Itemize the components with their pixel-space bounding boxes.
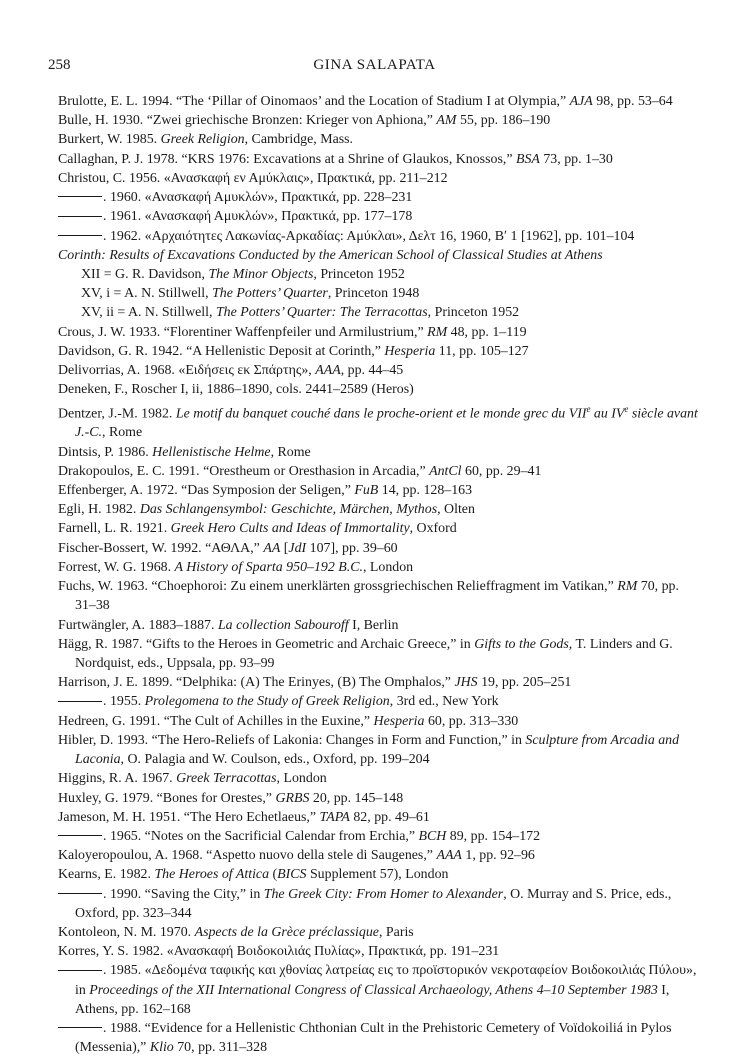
reference-italic-text: The Greek City: From Homer to Alexander [263,886,504,902]
reference-text: [ [280,540,289,556]
reference-entry [58,150,698,169]
reference-text: Hibler, D. 1993. “The Hero-Reliefs of Lakonia: Changes in Form and Function,” in [58,732,526,748]
reference-text: I, Berlin [348,617,399,633]
reference-text: Hedreen, G. 1991. “The Cult of Achilles in the Euxine,” [58,713,374,729]
reference-text: Furtwängler, A. 1883–1887. [58,617,218,633]
reference-italic-text: Greek Hero Cults and Ideas of Immortality [170,521,410,537]
reference-italic-text: The Minor Objects [208,266,314,282]
reference-italic-text: Aspects de la Grèce préclassique [194,925,379,941]
reference-entry [58,323,698,342]
reference-text: 82, pp. 49–61 [349,809,430,825]
reference-text: . 1955. [103,694,145,710]
reference-text: , London [276,771,327,787]
reference-text: Deneken, F., Roscher I, ii, 1886–1890, cols. 2441–2589 (Heros) [58,382,414,398]
reference-text: 89, pp. 154–172 [446,828,541,844]
reference-entry [58,342,698,361]
reference-text: Crous, J. W. 1933. “Florentiner Waffenpfeiler und Armilustrium,” [58,324,428,340]
reference-text: , Olten [437,502,475,518]
reference-text: XV, i = A. N. Stillwell, [81,286,213,302]
repeat-author-dash [58,1027,102,1028]
reference-entry [58,207,698,226]
reference-italic-text: Hesperia [373,713,425,729]
reference-entry [58,303,698,322]
reference-entry [58,246,698,265]
reference-text: Fischer-Bossert, W. 1992. “ΑΘΛΑ,” [58,540,264,556]
reference-text: Burkert, W. 1985. [58,132,161,148]
reference-text: Brulotte, E. L. 1994. “The ‘Pillar of Oinomaos’ and the Location of Stadium I at Olympia,” [58,94,570,109]
reference-italic-text: Greek Terracottas [176,771,277,787]
reference-italic-text: Sculpture from Arcadia and Laconia [75,732,680,768]
reference-italic-text: The Heroes of Attica [154,867,270,883]
reference-text: 48, pp. 1–119 [447,324,527,340]
repeat-author-dash [58,893,102,894]
reference-entry [58,539,698,558]
reference-entry [58,462,698,481]
reference-italic-text: The Potters’ Quarter: The Terracottas [215,305,428,321]
reference-entry [58,1019,698,1057]
reference-entry [58,577,698,615]
reference-entry [58,673,698,692]
reference-entry [58,519,698,538]
reference-italic-text: The Potters’ Quarter [212,286,328,302]
reference-italic-text: Gifts to the Gods [474,636,569,652]
reference-entry [58,188,698,207]
reference-italic-text: au IV [590,406,625,422]
reference-entry [58,111,698,130]
reference-text: , Rome [270,444,311,460]
reference-text: 1, pp. 92–96 [461,848,535,864]
reference-entry [58,961,698,1019]
reference-text: , T. Linders and G. Nordquist, eds., Uppsala, pp. 93–99 [75,636,673,671]
reference-text: . 1960. «Ανασκαφή Αμυκλών», Πρακτικά, pp. 228–231 [103,190,413,206]
reference-list [58,92,698,1058]
reference-entry [58,769,698,788]
reference-text: 19, pp. 205–251 [477,675,572,691]
repeat-author-dash [58,701,102,702]
reference-text: , Princeton 1952 [313,266,405,282]
reference-entry [58,692,698,711]
reference-text: Christou, C. 1956. «Ανασκαφή εν Αμύκλαις», Πρακτικά, pp. 211–212 [58,170,448,186]
reference-text: Drakopoulos, E. C. 1991. “Orestheum or Oresthasion in Arcadia,” [58,463,430,479]
reference-italic-text: BSA [515,151,540,167]
reference-entry [58,789,698,808]
reference-text: 60, pp. 29–41 [461,463,542,479]
reference-entry [58,227,698,246]
reference-entry [58,712,698,731]
repeat-author-dash [58,235,102,236]
reference-text: , Rome [102,425,143,441]
reference-text: . 1965. “Notes on the Sacrificial Calendar from Erchia,” [103,828,419,844]
reference-text: XII = G. R. Davidson, [81,266,209,282]
repeat-author-dash [58,196,102,197]
reference-entry [58,865,698,884]
reference-text: 14, pp. 128–163 [378,483,473,498]
reference-entry [58,361,698,380]
reference-italic-text: BICS [277,867,307,883]
reference-italic-text: Hesperia [384,343,436,359]
reference-text: Kaloyeropoulou, A. 1968. “Aspetto nuovo della stele di Saugenes,” [58,848,437,864]
reference-text: Kearns, E. 1982. [58,867,155,883]
reference-entry [58,846,698,865]
reference-entry [58,885,698,923]
reference-text: Effenberger, A. 1972. “Das Symposion der Seligen,” [58,483,355,498]
reference-text: Jameson, M. H. 1951. “The Hero Echetlaeus,” [58,809,320,825]
reference-text: , Princeton 1948 [327,286,420,302]
reference-text: , Oxford [409,521,457,537]
reference-italic-text: Hellenistische Helme [152,444,271,460]
reference-italic-text: AAA [315,363,341,379]
reference-entry [58,169,698,188]
reference-italic-text: AAA [436,848,462,864]
reference-entry [58,635,698,673]
reference-text: 73, pp. 1–30 [539,151,613,167]
reference-entry [58,92,698,111]
reference-italic-text: JdI [288,540,307,556]
reference-text: . 1988. “Evidence for a Hellenistic Chthonian Cult in the Prehistoric Cemetery of Voïdokoiliá in Pylos (Messenia),” [75,1021,672,1056]
reference-entry [58,808,698,827]
reference-text: Forrest, W. G. 1968. [58,559,175,575]
reference-text: Dintsis, P. 1986. [58,444,153,460]
reference-text: Farnell, L. R. 1921. [58,521,171,537]
reference-italic-text: e [586,403,591,414]
reference-entry [58,380,698,399]
reference-text: 20, pp. 145–148 [309,790,404,806]
reference-italic-text: Klio [149,1040,174,1056]
reference-text: 60, pp. 313–330 [424,713,519,729]
reference-italic-text: AA [263,540,281,556]
reference-text: Davidson, G. R. 1942. “A Hellenistic Deposit at Corinth,” [58,343,385,359]
reference-italic-text: AM [436,113,457,129]
reference-italic-text: Das Schlangensymbol: Geschichte, Märchen, Mythos [139,502,438,518]
reference-text: , Cambridge, Mass. [244,132,354,148]
reference-entry [58,942,698,961]
reference-text: Egli, H. 1982. [58,502,140,518]
reference-text: . 1985. «Δεδομένα ταφικής και χθονίας λατρείας εις το προϊστορικόν νεκροταφείον Βοιδοκοιλιάς Πύλου», in [75,963,697,998]
reference-italic-text: Corinth: Results of Excavations Conducted by the American School of Classical Studies at Athens [58,247,603,263]
reference-text: , O. Murray and S. Price, eds., Oxford, pp. 323–344 [75,886,672,921]
repeat-author-dash [58,835,102,836]
reference-text: 98, pp. 53–64 [592,94,673,109]
reference-text: 107], pp. 39–60 [306,540,398,556]
repeat-author-dash [58,970,102,971]
reference-text: Delivorrias, A. 1968. «Ειδήσεις εκ Σπάρτης», [58,363,316,379]
running-head: GINA SALAPATA [313,57,436,73]
reference-entry [58,827,698,846]
reference-italic-text: La collection Sabouroff [217,617,349,633]
reference-entry [58,265,698,284]
reference-text: , Princeton 1952 [427,305,520,321]
reference-text: . 1962. «Αρχαιότητες Λακωνίας-Αρκαδίας: Αμύκλαι», Δελτ 16, 1960, Βʹ 1 [1962], pp. 101–104 [103,228,635,244]
reference-italic-text: AJA [569,94,593,109]
reference-text: ( [269,867,278,883]
reference-italic-text: Prolegomena to the Study of Greek Religion [144,694,390,710]
reference-text: 11, pp. 105–127 [435,343,529,359]
reference-entry [58,731,698,769]
reference-text: I, Athens, pp. 162–168 [75,982,670,1017]
reference-entry [58,400,698,443]
reference-entry [58,500,698,519]
reference-text: , 3rd ed., New York [389,694,499,710]
reference-text: XV, ii = A. N. Stillwell, [81,305,216,321]
reference-text: , O. Palagia and W. Coulson, eds., Oxford, pp. 199–204 [120,752,430,768]
reference-text: 70, pp. 31–38 [75,579,679,614]
reference-italic-text: Greek Religion [160,132,245,148]
reference-text: . 1990. “Saving the City,” in [103,886,264,902]
reference-italic-text: RM [427,324,448,340]
repeat-author-dash [58,216,102,217]
reference-text: , London [362,559,414,575]
reference-text: , pp. 44–45 [340,363,404,379]
page-header [0,57,749,77]
reference-text: Huxley, G. 1979. “Bones for Orestes,” [58,790,276,806]
reference-entry [58,443,698,462]
reference-text: Korres, Y. S. 1982. «Ανασκαφή Βοιδοκοιλιάς Πυλίας», Πρακτικά, pp. 191–231 [58,944,500,960]
reference-text: Bulle, H. 1930. “Zwei griechische Bronzen: Krieger von Aphiona,” [58,113,437,129]
reference-italic-text: e [624,403,629,414]
reference-entry [58,923,698,942]
reference-text: Supplement 57), London [306,867,449,883]
reference-italic-text: A History of Sparta 950–192 B.C. [174,559,363,575]
reference-italic-text: siècle avant J.-C. [75,406,698,441]
reference-italic-text: JHS [454,675,478,691]
page-number: 258 [48,57,71,73]
reference-text: 70, pp. 311–328 [173,1040,268,1056]
reference-entry [58,558,698,577]
reference-text: , Paris [378,925,414,941]
reference-italic-text: Proceedings of the XII International Congress of Classical Archaeology, Athens 4–10 September 1983 [89,982,658,998]
reference-entry [58,481,698,500]
reference-entry [58,130,698,149]
reference-text: Callaghan, P. J. 1978. “KRS 1976: Excavations at a Shrine of Glaukos, Knossos,” [58,151,516,167]
reference-text: Kontoleon, N. M. 1970. [58,925,195,941]
reference-italic-text: FuB [354,483,379,498]
reference-text: Fuchs, W. 1963. “Choephoroi: Zu einem unerklärten grossgriechischen Relieffragment im Vatikan,” [58,579,618,595]
reference-entry [58,284,698,303]
reference-italic-text: AntCl [429,463,462,479]
reference-italic-text: Le motif du banquet couché dans le proche-orient et le monde grec du VII [175,406,587,422]
reference-text: . 1961. «Ανασκαφή Αμυκλών», Πρακτικά, pp. 177–178 [103,209,413,225]
reference-italic-text: GRBS [275,790,310,806]
reference-entry [58,616,698,635]
reference-text: Harrison, J. E. 1899. “Delphika: (A) The Erinyes, (B) The Omphalos,” [58,675,455,691]
reference-italic-text: RM [617,579,638,595]
reference-text: Higgins, R. A. 1967. [58,771,177,787]
reference-text: Dentzer, J.-M. 1982. [58,406,176,422]
reference-text: 55, pp. 186–190 [456,113,551,129]
reference-italic-text: TAPA [319,809,350,825]
reference-text: Hägg, R. 1987. “Gifts to the Heroes in Geometric and Archaic Greece,” in [58,636,475,652]
reference-italic-text: BCH [418,828,447,844]
